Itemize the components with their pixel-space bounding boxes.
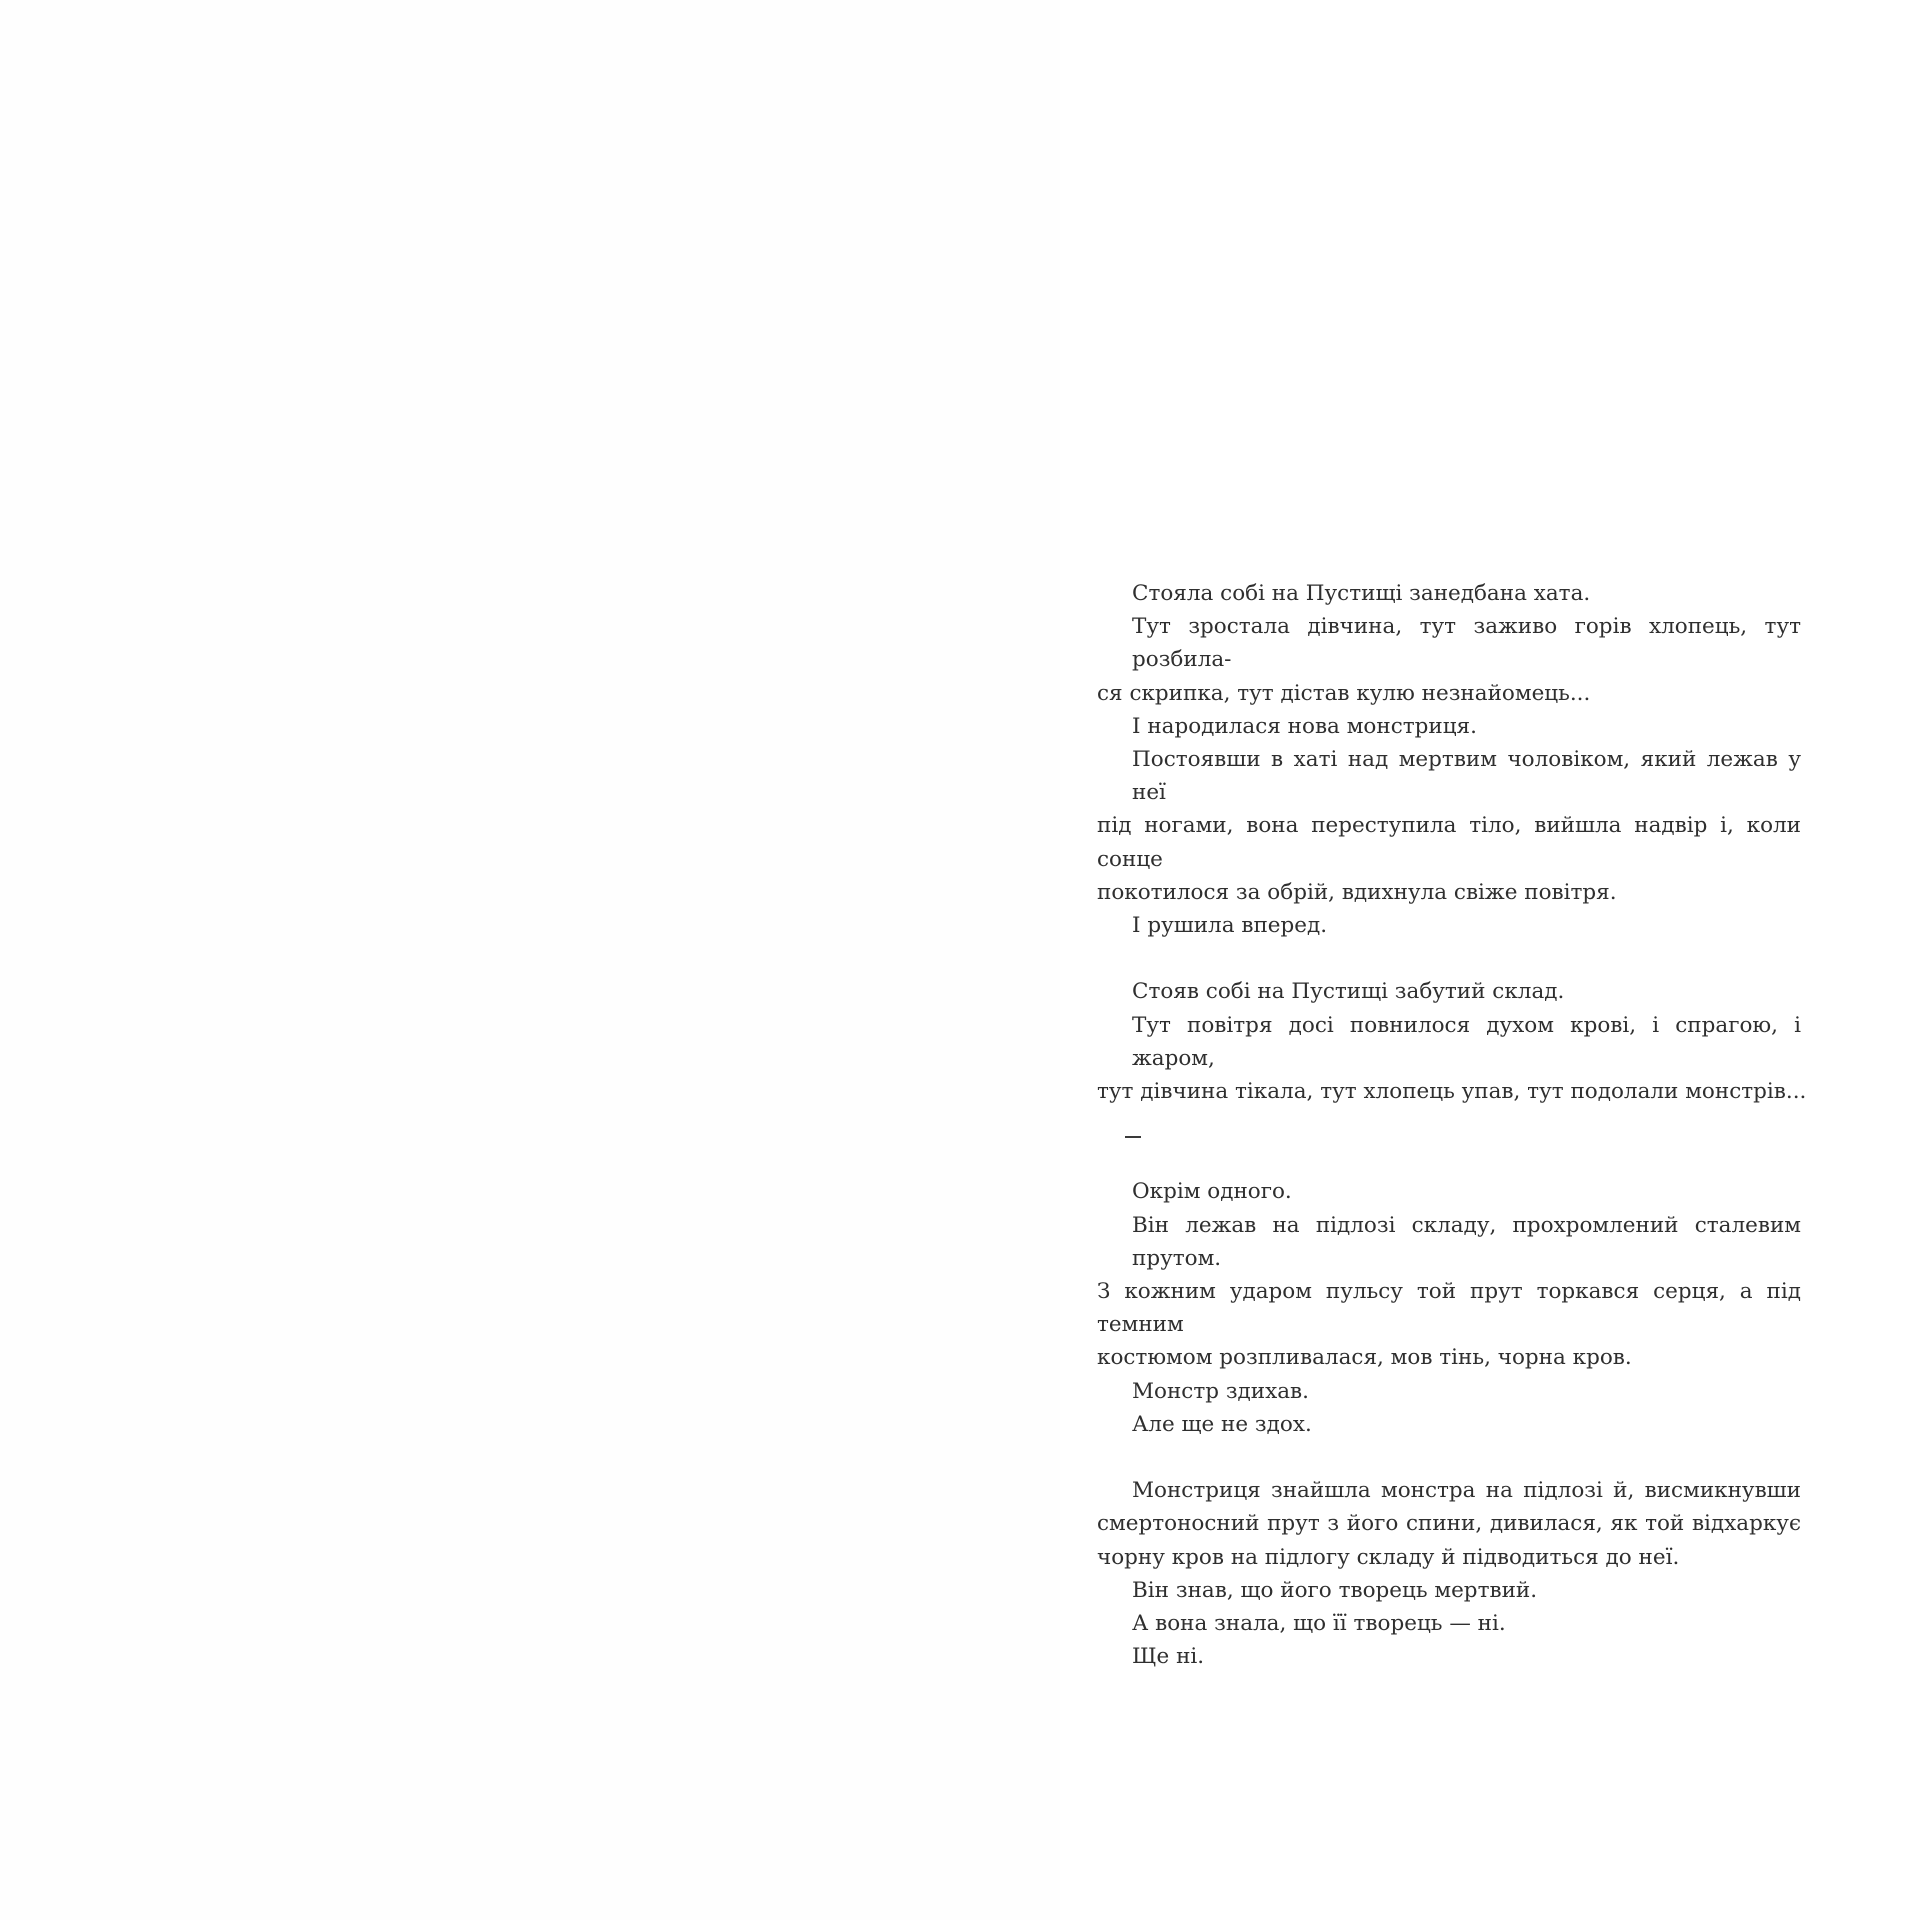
text-line: Він лежав на підлозі складу, прохромлений сталевим прутом. — [1132, 1212, 1801, 1271]
separator-dash — [1125, 1136, 1141, 1138]
text-line: Стояв собі на Пустищі забутий склад. — [1132, 979, 1565, 1005]
text-line: ся скрипка, тут дістав кулю незнайомець... — [1097, 680, 1591, 706]
text-line: Тут зростала дівчина, тут заживо горів хлопець, тут розбила- — [1132, 614, 1801, 673]
text-line: тут дівчина тікала, тут хлопець упав, тут подолали монстрів... — [1097, 1079, 1807, 1105]
text-line: смертоносний прут з його спини, дивилася, як той відхаркує — [1097, 1511, 1801, 1537]
text-line: Окрім одного. — [1132, 1179, 1292, 1205]
text-line: Але ще не здох. — [1132, 1411, 1312, 1437]
text-line: покотилося за обрій, вдихнула свіже повітря. — [1097, 879, 1617, 905]
text-line: І рушила вперед. — [1132, 913, 1328, 939]
text-line: З кожним ударом пульсу той прут торкався серця, а під темним — [1097, 1279, 1801, 1338]
paragraph-gap — [1097, 942, 1801, 975]
page-text — [1097, 577, 1807, 1673]
text-line: А вона знала, що її творець — ні. — [1132, 1611, 1506, 1637]
text-line: Тут повітря досі повнилося духом крові, і спрагою, і жаром, — [1132, 1012, 1801, 1071]
section-separator — [1097, 1120, 1801, 1153]
text-line: Ще ні. — [1132, 1644, 1205, 1670]
text-line: чорну кров на підлогу складу й підводиться до неї. — [1097, 1544, 1680, 1570]
text-line: Монстриця знайшла монстра на підлозі й, висмикнувши — [1132, 1478, 1801, 1504]
text-line: костюмом розпливалася, мов тінь, чорна кров. — [1097, 1345, 1632, 1371]
text-line: під ногами, вона переступила тіло, вийшла надвір і, коли сонце — [1097, 813, 1801, 872]
text-line: Стояла собі на Пустищі занедбана хата. — [1132, 581, 1591, 606]
text-line: Постоявши в хаті над мертвим чоловіком, який лежав у неї — [1132, 747, 1801, 806]
text-line: Монстр здихав. — [1132, 1378, 1309, 1404]
text-line: І народилася нова монстриця. — [1132, 713, 1477, 739]
paragraph-gap — [1097, 1441, 1801, 1474]
text-line: Він знав, що його творець мертвий. — [1132, 1577, 1538, 1603]
